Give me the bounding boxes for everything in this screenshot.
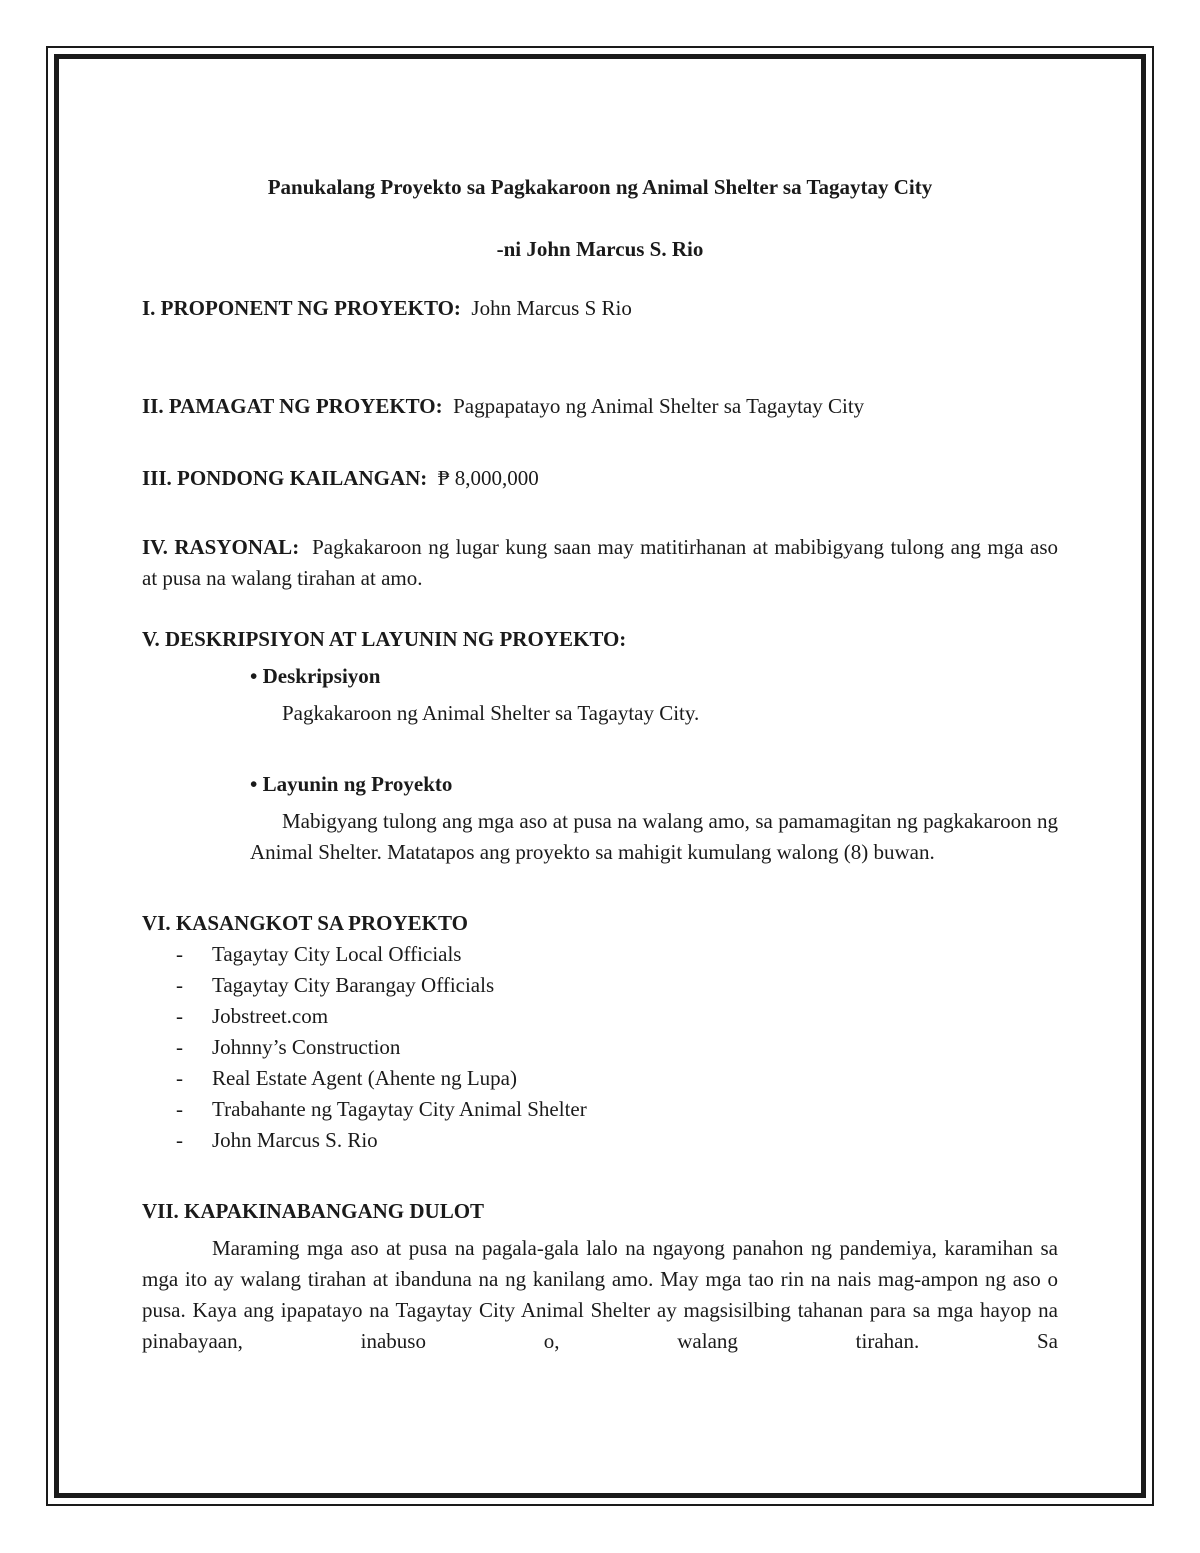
list-item-text: Johnny’s Construction — [212, 1035, 401, 1059]
kasangkot-list — [142, 939, 1058, 1156]
document-author: -ni John Marcus S. Rio — [496, 237, 704, 261]
section-dulot-label: VII. KAPAKINABANGANG DULOT — [142, 1199, 485, 1223]
section-deskripsiyon-label: V. DESKRIPSIYON AT LAYUNIN NG PROYEKTO: — [142, 627, 627, 651]
dash-bullet: - — [176, 973, 183, 997]
dash-bullet: - — [176, 942, 183, 966]
dash-bullet: - — [176, 1035, 183, 1059]
section-proponent — [142, 293, 1058, 324]
section-pamagat-label: II. PAMAGAT NG PROYEKTO: — [142, 394, 443, 418]
section-proponent-value: John Marcus S Rio — [471, 296, 632, 320]
section-pondo — [142, 463, 1058, 494]
document-body — [142, 168, 1058, 1357]
section-rasyonal — [142, 532, 1058, 594]
section-pamagat — [142, 391, 1058, 422]
list-item-text: Real Estate Agent (Ahente ng Lupa) — [212, 1066, 517, 1090]
list-item-text: Tagaytay City Local Officials — [212, 942, 462, 966]
list-item — [176, 1063, 1058, 1094]
section-pamagat-value: Pagpapatayo ng Animal Shelter sa Tagaytay City — [453, 394, 865, 418]
dash-bullet: - — [176, 1097, 183, 1121]
section-pondo-value: ₱ 8,000,000 — [437, 466, 539, 490]
list-item-text: Jobstreet.com — [212, 1004, 329, 1028]
list-item — [176, 1032, 1058, 1063]
section-kasangkot-label: VI. KASANGKOT SA PROYEKTO — [142, 911, 468, 935]
dash-bullet: - — [176, 1128, 183, 1152]
dulot-text: Maraming mga aso at pusa na pagala-gala lalo na ngayong panahon ng pandemiya, karamihan sa mga ito ay walang tirahan at ibanduna na ng kanilang amo. May mga tao rin na nais mag-ampon ng aso o pusa. Kaya ang ipapatayo na Tagaytay City Animal Shelter ay magsisilbing tahanan para sa mga hayop na pinabayaan, inabuso o, walang tirahan. Sa — [142, 1236, 1058, 1353]
layunin-text: Mabigyang tulong ang mga aso at pusa na walang amo, sa pamamagitan ng pagkakaroon ng Animal Shelter. Matatapos ang proyekto sa mahigit kumulang walong (8) buwan. — [250, 809, 1058, 864]
dash-bullet: - — [176, 1004, 183, 1028]
list-item-text: Tagaytay City Barangay Officials — [212, 973, 495, 997]
list-item — [176, 1094, 1058, 1125]
list-item — [176, 939, 1058, 970]
section-rasyonal-value: Pagkakaroon ng lugar kung saan may matitirhanan at mabibigyang tulong ang mga aso at pusa na walang tirahan at amo. — [142, 535, 1058, 590]
deskripsiyon-heading: • Deskripsiyon — [250, 664, 381, 688]
list-item — [176, 1125, 1058, 1156]
section-pondo-label: III. PONDONG KAILANGAN: — [142, 466, 428, 490]
dash-bullet: - — [176, 1066, 183, 1090]
section-proponent-label: I. PROPONENT NG PROYEKTO: — [142, 296, 461, 320]
section-rasyonal-label: IV. RASYONAL: — [142, 535, 300, 559]
list-item-text: Trabahante ng Tagaytay City Animal Shelter — [212, 1097, 587, 1121]
list-item-text: John Marcus S. Rio — [212, 1128, 378, 1152]
document-title: Panukalang Proyekto sa Pagkakaroon ng Animal Shelter sa Tagaytay City — [267, 175, 933, 199]
layunin-heading: • Layunin ng Proyekto — [250, 772, 453, 796]
list-item — [176, 1001, 1058, 1032]
list-item — [176, 970, 1058, 1001]
deskripsiyon-text: Pagkakaroon ng Animal Shelter sa Tagaytay City. — [282, 701, 700, 725]
